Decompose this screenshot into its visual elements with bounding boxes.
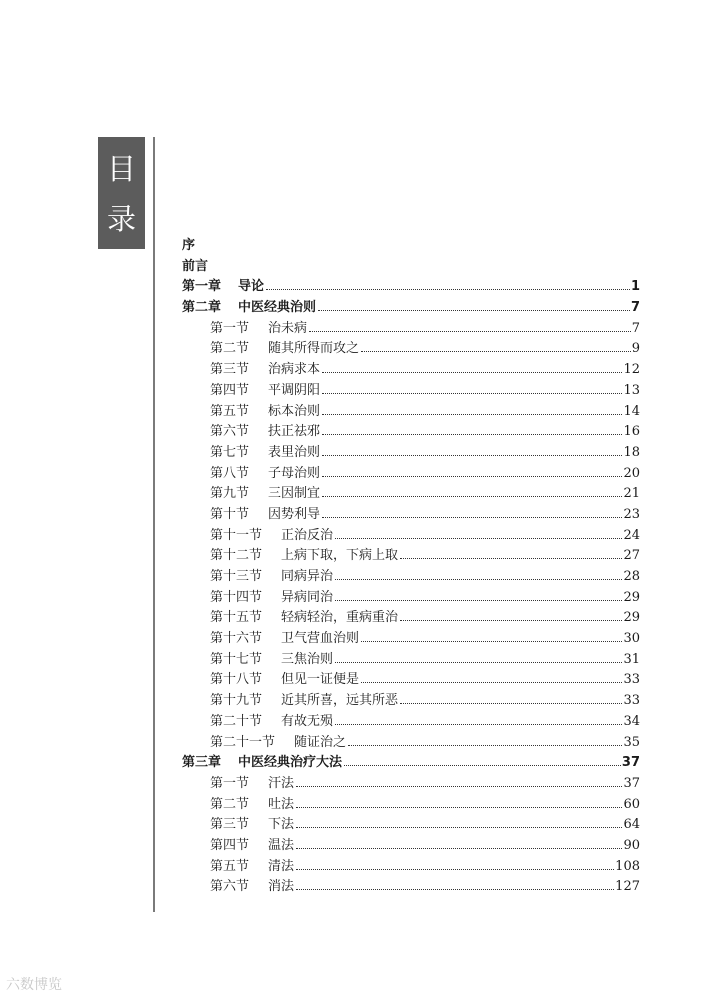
toc-dot-leader	[322, 476, 622, 477]
toc-entry-title: 同病异治	[281, 569, 334, 584]
toc-entry-number: 第五节	[210, 858, 250, 874]
toc-entry-page-number: 18	[623, 444, 640, 460]
toc-dot-leader	[318, 310, 630, 311]
toc-entry-number: 第三节	[210, 362, 250, 378]
toc-dot-leader	[335, 662, 622, 663]
toc-entry-page-number: 14	[623, 403, 640, 419]
toc-section-entry[interactable]	[182, 339, 640, 360]
toc-entry-page-number: 31	[623, 651, 640, 667]
watermark: 六数博览	[6, 977, 62, 993]
toc-entry-title: 随其所得而攻之	[268, 341, 360, 357]
toc-section-entry[interactable]	[182, 857, 640, 878]
toc-entry-title: 三焦治则	[281, 651, 334, 667]
toc-entry-title: 中医经典治疗大法	[238, 755, 343, 771]
toc-entry-number: 第十九节	[210, 693, 263, 709]
toc-chapter-entry[interactable]	[182, 298, 640, 319]
toc-entry-title: 下法	[268, 817, 295, 833]
toc-dot-leader	[400, 620, 622, 621]
toc-dot-leader	[296, 827, 622, 828]
toc-section-entry[interactable]	[182, 505, 640, 526]
toc-section-entry[interactable]	[182, 691, 640, 712]
toc-entry-number: 第九节	[210, 486, 250, 502]
toc-entry-title: 汗法	[268, 775, 295, 791]
toc-entry-title: 导论	[238, 279, 265, 295]
toc-dot-leader	[322, 496, 622, 497]
toc-entry-page-number: 35	[623, 734, 640, 750]
toc-entry-page-number: 13	[623, 382, 640, 398]
toc-entry-number: 第二节	[210, 341, 250, 357]
toc-entry-number: 第十六节	[210, 631, 263, 647]
toc-entry-title: 消法	[268, 879, 295, 895]
toc-dot-leader	[335, 538, 622, 539]
toc-entry-number: 第十二节	[210, 548, 263, 564]
toc-section-entry[interactable]	[182, 422, 640, 443]
toc-dot-leader	[361, 682, 622, 683]
toc-entry-title: 因势利导	[268, 506, 321, 522]
toc-dot-leader	[322, 414, 622, 415]
toc-entry-number: 第五节	[210, 403, 250, 419]
toc-heading-char-1: 目	[106, 152, 136, 186]
toc-dot-leader	[322, 372, 622, 373]
toc-entry-page-number: 90	[623, 837, 640, 853]
toc-entry-page-number: 108	[615, 858, 640, 874]
toc-entry-number: 第六节	[210, 424, 250, 440]
toc-entry-page-number: 29	[623, 589, 640, 605]
toc-entry-page-number: 21	[623, 486, 640, 502]
toc-entry-number: 第七节	[210, 444, 250, 460]
toc-entry-page-number: 20	[623, 465, 640, 481]
toc-section-entry[interactable]	[182, 650, 640, 671]
toc-dot-leader	[400, 558, 622, 559]
toc-entry-page-number: 37	[623, 775, 640, 791]
toc-section-entry[interactable]	[182, 774, 640, 795]
toc-section-entry[interactable]	[182, 670, 640, 691]
toc-entry-number: 第四节	[210, 382, 250, 398]
toc-dot-leader	[296, 786, 622, 787]
toc-dot-leader	[335, 724, 622, 725]
toc-entry-page-number: 33	[623, 672, 640, 688]
toc-dot-leader	[348, 745, 622, 746]
toc-entry-number: 第十八节	[210, 672, 263, 688]
toc-entry-title: 轻病轻治，重病重治	[281, 610, 399, 626]
toc-entry-title: 中医经典治则	[238, 300, 317, 316]
toc-entry-title: 近其所喜，远其所恶	[281, 693, 399, 709]
toc-dot-leader	[322, 393, 622, 394]
toc-entry-number: 第一节	[210, 320, 250, 336]
toc-dot-leader	[296, 807, 622, 808]
toc-dot-leader	[335, 579, 622, 580]
toc-dot-leader	[322, 434, 622, 435]
toc-section-entry[interactable]	[182, 877, 640, 898]
toc-entry-title: 三因制宜	[268, 486, 321, 502]
toc-entry-number: 第十一节	[210, 527, 263, 543]
toc-dot-leader	[400, 703, 622, 704]
toc-entry-page-number: 34	[623, 713, 640, 729]
toc-section-entry[interactable]	[182, 836, 640, 857]
toc-chapter-entry[interactable]	[182, 753, 640, 774]
toc-entry-title: 上病下取，下病上取	[281, 548, 399, 564]
toc-dot-leader	[296, 848, 622, 849]
toc-entry-number: 第二节	[210, 796, 250, 812]
toc-entry-number: 第四节	[210, 837, 250, 853]
toc-entry-title: 治未病	[268, 320, 308, 336]
toc-entry-page-number: 24	[623, 527, 640, 543]
toc-entry-title: 随证治之	[294, 734, 347, 750]
toc-entry-number: 第三节	[210, 817, 250, 833]
toc-entry-title: 扶正祛邪	[268, 424, 321, 440]
toc-section-entry[interactable]	[182, 381, 640, 402]
toc-entry-page-number: 33	[623, 693, 640, 709]
toc-entry-page-number: 27	[623, 548, 640, 564]
toc-entry-page-number: 60	[623, 796, 640, 812]
table-of-contents	[182, 236, 640, 898]
toc-entry-number: 第十五节	[210, 610, 263, 626]
toc-dot-leader	[361, 641, 622, 642]
toc-entry-page-number: 7	[630, 300, 640, 316]
toc-section-entry[interactable]	[182, 733, 640, 754]
toc-dot-leader	[296, 889, 614, 890]
toc-entry-number: 第十节	[210, 506, 250, 522]
toc-entry-page-number: 29	[623, 610, 640, 626]
toc-heading-char-2: 录	[106, 202, 136, 236]
toc-dot-leader	[266, 289, 630, 290]
toc-section-entry[interactable]	[182, 795, 640, 816]
toc-entry-page-number: 9	[631, 341, 640, 357]
toc-dot-leader	[309, 331, 631, 332]
toc-entry-page-number: 127	[615, 879, 640, 895]
toc-section-entry[interactable]	[182, 464, 640, 485]
toc-section-entry[interactable]	[182, 443, 640, 464]
toc-entry-title: 但见一证便是	[281, 672, 360, 688]
toc-entry-title: 异病同治	[281, 589, 334, 605]
toc-entry-page-number: 37	[621, 755, 640, 771]
toc-section-entry[interactable]	[182, 815, 640, 836]
toc-entry-page-number: 28	[623, 569, 640, 584]
toc-dot-leader	[335, 600, 622, 601]
toc-dot-leader	[322, 517, 622, 518]
toc-entry-page-number: 23	[623, 506, 640, 522]
toc-dot-leader	[296, 869, 614, 870]
toc-entry-page-number: 30	[623, 631, 640, 647]
toc-entry-title: 卫气营血治则	[281, 631, 360, 647]
toc-section-entry[interactable]	[182, 588, 640, 609]
toc-entry-page-number: 16	[623, 424, 640, 440]
toc-entry-number: 第二章	[182, 300, 222, 316]
toc-entry-number: 第十三节	[210, 569, 263, 584]
toc-section-entry[interactable]	[182, 608, 640, 629]
toc-entry-title: 吐法	[268, 796, 295, 812]
toc-section-entry[interactable]	[182, 546, 640, 567]
toc-section-entry[interactable]	[182, 360, 640, 381]
toc-entry-title: 子母治则	[268, 465, 321, 481]
toc-entry-number: 第二十节	[210, 713, 263, 729]
toc-front-preface[interactable]	[182, 236, 640, 257]
toc-entry-page-number: 7	[631, 320, 640, 336]
toc-heading-block	[98, 137, 145, 249]
toc-entry-title: 清法	[268, 858, 295, 874]
toc-section-entry[interactable]	[182, 567, 640, 588]
toc-entry-title: 正治反治	[281, 527, 334, 543]
toc-section-entry[interactable]	[182, 526, 640, 547]
toc-entry-number: 第十四节	[210, 589, 263, 605]
toc-section-entry[interactable]	[182, 629, 640, 650]
toc-section-entry[interactable]	[182, 402, 640, 423]
toc-section-entry[interactable]	[182, 484, 640, 505]
toc-dot-leader	[322, 455, 622, 456]
toc-entry-number: 第二十一节	[210, 734, 276, 750]
toc-front-title: 前言	[182, 258, 209, 274]
toc-front-title: 序	[182, 238, 196, 253]
toc-entry-title: 标本治则	[268, 403, 321, 419]
toc-entry-title: 有故无殒	[281, 713, 334, 729]
toc-section-entry[interactable]	[182, 319, 640, 340]
toc-entry-number: 第八节	[210, 465, 250, 481]
toc-entry-title: 温法	[268, 837, 295, 853]
toc-dot-leader	[361, 351, 631, 352]
vertical-divider	[153, 137, 155, 912]
toc-entry-page-number: 1	[630, 279, 640, 295]
toc-entry-title: 治病求本	[268, 362, 321, 378]
toc-entry-number: 第一章	[182, 279, 222, 295]
toc-dot-leader	[344, 765, 621, 766]
toc-section-entry[interactable]	[182, 712, 640, 733]
toc-entry-number: 第一节	[210, 775, 250, 791]
toc-entry-page-number: 12	[623, 362, 640, 378]
toc-front-foreword[interactable]	[182, 257, 640, 278]
toc-chapter-entry[interactable]	[182, 277, 640, 298]
toc-entry-title: 表里治则	[268, 444, 321, 460]
toc-entry-title: 平调阴阳	[268, 382, 321, 398]
toc-entry-page-number: 64	[623, 817, 640, 833]
toc-entry-number: 第三章	[182, 755, 222, 771]
toc-entry-number: 第十七节	[210, 651, 263, 667]
toc-entry-number: 第六节	[210, 879, 250, 895]
